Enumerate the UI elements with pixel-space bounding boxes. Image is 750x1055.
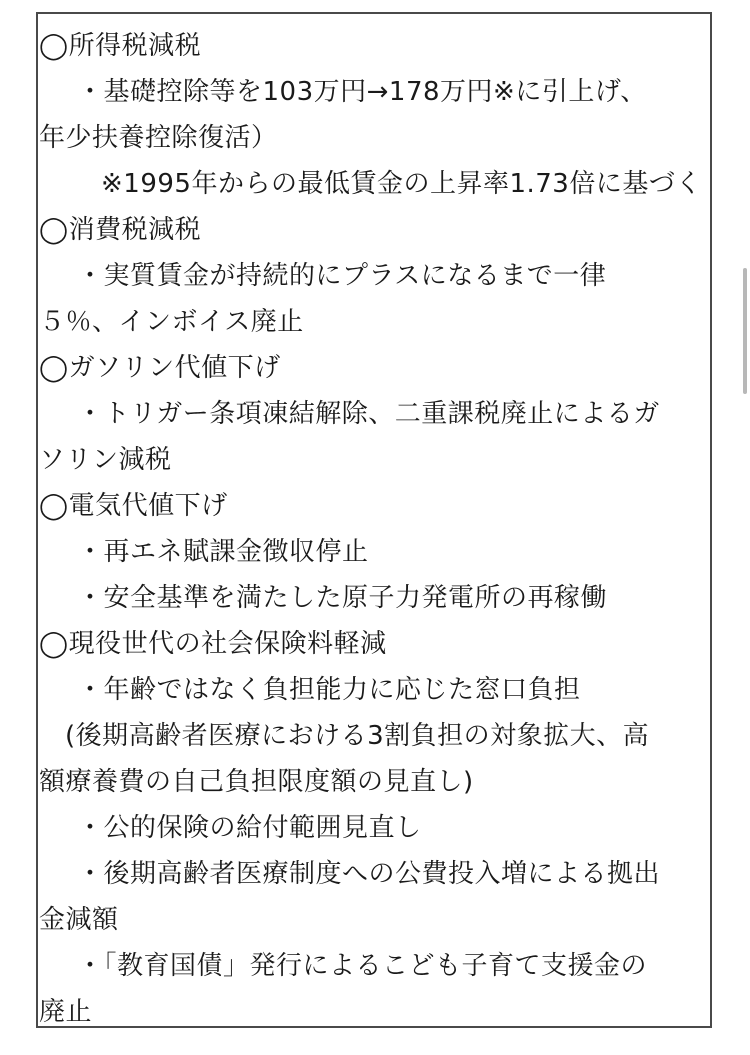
bullet-education-bonds-cont: 廃止 <box>39 997 93 1027</box>
bullet-trigger-clause: ・トリガー条項凍結解除、二重課税廃止によるガ <box>77 399 660 429</box>
scrollbar-thumb[interactable] <box>743 268 747 394</box>
bullet-renewable-levy: ・再エネ賦課金徴収停止 <box>77 537 369 567</box>
bullet-copay-ability: ・年齢ではなく負担能力に応じた窓口負担 <box>77 675 581 705</box>
bullet-public-funding: ・後期高齢者医療制度への公費投入増による拠出 <box>77 859 661 889</box>
paren-elderly-copay-cont: 額療養費の自己負担限度額の見直し) <box>39 767 474 797</box>
policy-text-box <box>36 12 712 1028</box>
heading-electricity-price: ◯電気代値下げ <box>39 491 228 521</box>
heading-gasoline-price: ◯ガソリン代値下げ <box>39 353 281 383</box>
bullet-public-funding-cont: 金減額 <box>39 905 119 935</box>
bullet-uniform-rate: ・実質賃金が持続的にプラスになるまで一律 <box>77 261 607 291</box>
bullet-uniform-rate-cont: ５％、インボイス廃止 <box>39 307 304 337</box>
heading-social-insurance: ◯現役世代の社会保険料軽減 <box>39 629 387 659</box>
note-minimum-wage: ※1995年からの最低賃金の上昇率1.73倍に基づく <box>101 169 702 199</box>
bullet-basic-deduction: ・基礎控除等を103万円→178万円※に引上げ、 <box>77 77 647 107</box>
policy-lines <box>39 23 708 1035</box>
heading-consumption-tax-cut: ◯消費税減税 <box>39 215 202 245</box>
bullet-benefit-review: ・公的保険の給付範囲見直し <box>77 813 422 843</box>
bullet-education-bonds: ・「教育国債」発行によるこども子育て支援金の <box>77 951 648 981</box>
bullet-basic-deduction-cont: 年少扶養控除復活） <box>39 123 278 153</box>
bullet-nuclear-restart: ・安全基準を満たした原子力発電所の再稼働 <box>77 583 608 613</box>
bullet-trigger-clause-cont: ソリン減税 <box>39 445 172 475</box>
heading-income-tax-cut: ◯所得税減税 <box>39 31 202 61</box>
paren-elderly-copay: (後期高齢者医療における3割負担の対象拡大、高 <box>65 721 650 751</box>
